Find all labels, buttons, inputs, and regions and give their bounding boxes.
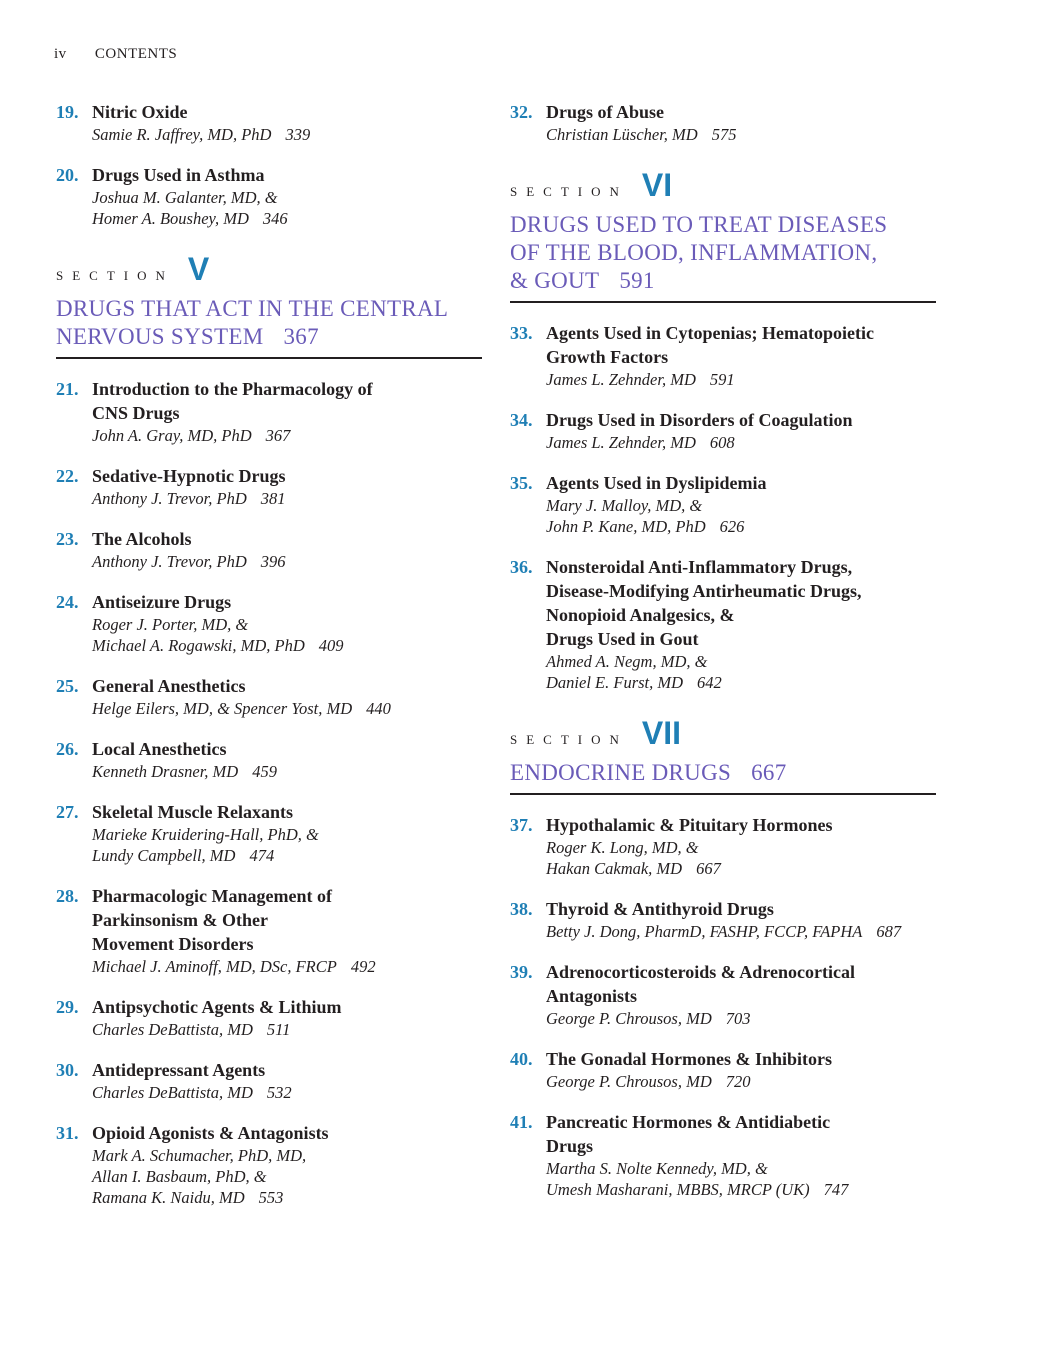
chapter-number: 41. — [510, 1112, 533, 1132]
chapter-number: 22. — [56, 466, 79, 486]
chapter-author: John P. Kane, MD, PhD — [546, 517, 706, 536]
chapter-page: 720 — [725, 1072, 751, 1091]
toc-entry — [510, 100, 936, 145]
chapter-author: Michael J. Aminoff, MD, DSc, FRCP — [92, 957, 337, 976]
chapter-page: 532 — [266, 1083, 292, 1102]
chapter-author-line — [546, 516, 936, 537]
section-title-last-line — [510, 759, 936, 787]
chapter-author: Marieke Kruidering-Hall, PhD, & — [92, 825, 319, 844]
chapter-number: 21. — [56, 379, 79, 399]
chapter-title: Movement Disorders — [92, 934, 254, 954]
chapter-page: 396 — [260, 552, 286, 571]
page-header — [54, 46, 177, 63]
chapter-number: 40. — [510, 1049, 533, 1069]
toc-entry — [56, 1058, 482, 1103]
section-title-line: OF THE BLOOD, INFLAMMATION, — [510, 240, 878, 265]
chapter-number: 30. — [56, 1060, 79, 1080]
section-word: SECTION — [510, 184, 628, 199]
chapter-title: Nonsteroidal Anti-Inflammatory Drugs, — [546, 557, 853, 577]
section-title-line: DRUGS THAT ACT IN THE CENTRAL — [56, 296, 449, 321]
chapter-title: CNS Drugs — [92, 403, 180, 423]
chapter-number: 38. — [510, 899, 533, 919]
chapter-author-line — [92, 845, 482, 866]
chapter-number: 39. — [510, 962, 533, 982]
chapter-title: Skeletal Muscle Relaxants — [92, 802, 293, 822]
toc-section — [510, 717, 936, 795]
chapter-author-line — [92, 1019, 482, 1040]
chapter-number: 23. — [56, 529, 79, 549]
section-title-line: DRUGS USED TO TREAT DISEASES — [510, 212, 888, 237]
section-title-last-line — [510, 267, 936, 295]
chapter-page: 409 — [318, 636, 344, 655]
chapter-number: 19. — [56, 102, 79, 122]
chapter-author-line — [92, 1082, 482, 1103]
chapter-number: 29. — [56, 997, 79, 1017]
toc-entry — [510, 1047, 936, 1092]
section-page: 591 — [619, 268, 655, 293]
chapter-title: Drugs Used in Asthma — [92, 165, 265, 185]
chapter-author-line — [92, 488, 482, 509]
chapter-author-line — [92, 124, 482, 145]
section-page: 367 — [283, 324, 319, 349]
chapter-title: Introduction to the Pharmacology of — [92, 379, 373, 399]
chapter-author: Roger J. Porter, MD, & — [92, 615, 249, 634]
toc-entry — [510, 960, 936, 1029]
section-title-line: ENDOCRINE DRUGS — [510, 760, 732, 785]
chapter-page: 492 — [350, 957, 376, 976]
chapter-title: Sedative-Hypnotic Drugs — [92, 466, 286, 486]
chapter-author-line — [546, 672, 936, 693]
chapter-author: Helge Eilers, MD, & Spencer Yost, MD — [92, 699, 353, 718]
toc-entry — [56, 464, 482, 509]
chapter-number: 37. — [510, 815, 533, 835]
chapter-title: Opioid Agonists & Antagonists — [92, 1123, 329, 1143]
toc-entry — [56, 100, 482, 145]
chapter-author-line — [92, 425, 482, 446]
toc-entry — [56, 163, 482, 229]
chapter-page: 667 — [696, 859, 721, 878]
chapter-page: 608 — [709, 433, 735, 452]
toc-group — [56, 100, 482, 229]
toc-group — [510, 813, 936, 1200]
header-title: CONTENTS — [94, 46, 178, 62]
chapter-number: 33. — [510, 323, 533, 343]
toc-entry — [56, 527, 482, 572]
section-label — [510, 717, 936, 749]
chapter-author: Ahmed A. Negm, MD, & — [546, 652, 708, 671]
chapter-author: Anthony J. Trevor, PhD — [92, 489, 247, 508]
chapter-author-line — [546, 124, 936, 145]
chapter-author: Michael A. Rogawski, MD, PhD — [92, 636, 305, 655]
chapter-page: 626 — [719, 517, 745, 536]
chapter-author: Mary J. Malloy, MD, & — [546, 496, 703, 515]
chapter-page: 440 — [366, 699, 391, 718]
chapter-author: Martha S. Nolte Kennedy, MD, & — [546, 1159, 768, 1178]
chapter-title: Nonopioid Analgesics, & — [546, 605, 735, 625]
chapter-title: Agents Used in Dyslipidemia — [546, 473, 767, 493]
chapter-title: Drugs — [546, 1136, 594, 1156]
chapter-number: 28. — [56, 886, 79, 906]
chapter-title: Growth Factors — [546, 347, 669, 367]
chapter-author-line — [92, 208, 482, 229]
toc-entry — [510, 555, 936, 693]
chapter-author: Christian Lüscher, MD — [546, 125, 698, 144]
chapter-author-line — [546, 432, 936, 453]
chapter-author-line — [92, 551, 482, 572]
toc-entry — [510, 897, 936, 942]
toc-entry — [56, 377, 482, 446]
chapter-author: Charles DeBattista, MD — [92, 1020, 253, 1039]
chapter-author-line — [546, 1179, 936, 1200]
chapter-page: 575 — [711, 125, 737, 144]
chapter-title: Antidepressant Agents — [92, 1060, 266, 1080]
chapter-number: 35. — [510, 473, 533, 493]
toc-entry — [56, 674, 482, 719]
chapter-author: George P. Chrousos, MD — [546, 1009, 712, 1028]
chapter-title: The Alcohols — [92, 529, 192, 549]
section-title-last-line — [56, 323, 482, 351]
chapter-page: 367 — [265, 426, 291, 445]
chapter-number: 20. — [56, 165, 79, 185]
chapter-page: 346 — [262, 209, 288, 228]
chapter-number: 25. — [56, 676, 79, 696]
section-roman-numeral: V — [187, 251, 210, 287]
page-label: iv — [54, 46, 67, 62]
chapter-page: 747 — [823, 1180, 849, 1199]
chapter-author-line — [546, 369, 936, 390]
chapter-author-line — [546, 858, 936, 879]
chapter-author: Umesh Masharani, MBBS, MRCP (UK) — [546, 1180, 810, 1199]
chapter-title: Drugs Used in Disorders of Coagulation — [546, 410, 853, 430]
chapter-title: Antiseizure Drugs — [92, 592, 232, 612]
section-title-line: NERVOUS SYSTEM — [56, 324, 264, 349]
chapter-number: 27. — [56, 802, 79, 822]
chapter-title: Antagonists — [546, 986, 638, 1006]
chapter-author-line — [92, 956, 482, 977]
chapter-page: 381 — [260, 489, 286, 508]
section-block — [510, 717, 936, 795]
toc-entry — [510, 321, 936, 390]
chapter-author: Mark A. Schumacher, PhD, MD, — [92, 1146, 307, 1165]
section-page: 667 — [751, 760, 787, 785]
chapter-author: Anthony J. Trevor, PhD — [92, 552, 247, 571]
chapter-author-line — [546, 1008, 936, 1029]
toc-entry — [510, 1110, 936, 1200]
chapter-title: Drugs of Abuse — [546, 102, 665, 122]
toc-group — [510, 321, 936, 693]
chapter-number: 36. — [510, 557, 533, 577]
section-title-line: & GOUT — [510, 268, 600, 293]
chapter-page: 591 — [709, 370, 735, 389]
section-title — [56, 295, 482, 359]
chapter-title: Pharmacologic Management of — [92, 886, 332, 906]
chapter-author: John A. Gray, MD, PhD — [92, 426, 252, 445]
chapter-page: 703 — [725, 1009, 751, 1028]
chapter-title: Drugs Used in Gout — [546, 629, 699, 649]
chapter-author: Joshua M. Galanter, MD, & — [92, 188, 278, 207]
chapter-author: Ramana K. Naidu, MD — [92, 1188, 245, 1207]
chapter-title: Antipsychotic Agents & Lithium — [92, 997, 342, 1017]
chapter-title: Thyroid & Antithyroid Drugs — [546, 899, 774, 919]
chapter-author: Samie R. Jaffrey, MD, PhD — [92, 125, 272, 144]
toc-group — [510, 100, 936, 145]
chapter-author-line — [92, 635, 482, 656]
chapter-number: 24. — [56, 592, 79, 612]
chapter-number: 26. — [56, 739, 79, 759]
chapter-number: 34. — [510, 410, 533, 430]
chapter-title: Disease-Modifying Antirheumatic Drugs, — [546, 581, 862, 601]
section-roman-numeral: VII — [641, 715, 682, 751]
section-label — [56, 253, 482, 285]
chapter-title: Pancreatic Hormones & Antidiabetic — [546, 1112, 831, 1132]
toc-entry — [56, 800, 482, 866]
toc-group — [56, 377, 482, 1208]
chapter-title: Hypothalamic & Pituitary Hormones — [546, 815, 833, 835]
chapter-title: The Gonadal Hormones & Inhibitors — [546, 1049, 833, 1069]
chapter-page: 553 — [258, 1188, 284, 1207]
section-word: SECTION — [510, 732, 628, 747]
chapter-page: 511 — [266, 1020, 291, 1039]
chapter-title: Adrenocorticosteroids & Adrenocortical — [546, 962, 855, 982]
section-word: SECTION — [56, 268, 174, 283]
chapter-author: James L. Zehnder, MD — [546, 370, 696, 389]
chapter-number: 32. — [510, 102, 533, 122]
chapter-title: General Anesthetics — [92, 676, 246, 696]
chapter-author: James L. Zehnder, MD — [546, 433, 696, 452]
toc-entry — [56, 884, 482, 977]
chapter-author: Hakan Cakmak, MD — [546, 859, 683, 878]
chapter-title: Parkinsonism & Other — [92, 910, 269, 930]
chapter-page: 474 — [249, 846, 275, 865]
chapter-author: Kenneth Drasner, MD — [92, 762, 239, 781]
chapter-author-line — [92, 698, 482, 719]
chapter-title: Agents Used in Cytopenias; Hematopoietic — [546, 323, 874, 343]
chapter-author: Lundy Campbell, MD — [92, 846, 236, 865]
section-block — [56, 253, 482, 359]
chapter-title: Nitric Oxide — [92, 102, 188, 122]
toc-section — [510, 169, 936, 303]
chapter-author: Charles DeBattista, MD — [92, 1083, 253, 1102]
left-column — [56, 100, 482, 1226]
toc-entry — [510, 471, 936, 537]
toc-entry — [56, 737, 482, 782]
chapter-page: 339 — [285, 125, 311, 144]
toc-entry — [56, 995, 482, 1040]
chapter-author-line — [546, 921, 936, 942]
chapter-page: 687 — [876, 922, 902, 941]
toc-entry — [56, 590, 482, 656]
section-title — [510, 759, 936, 795]
right-column — [510, 100, 936, 1218]
chapter-page: 642 — [697, 673, 722, 692]
chapter-number: 31. — [56, 1123, 79, 1143]
section-title — [510, 211, 936, 303]
chapter-author: Daniel E. Furst, MD — [546, 673, 684, 692]
toc-entry — [510, 813, 936, 879]
toc-entry — [510, 408, 936, 453]
toc-section — [56, 253, 482, 359]
section-label — [510, 169, 936, 201]
chapter-author-line — [92, 1187, 482, 1208]
section-block — [510, 169, 936, 303]
toc-entry — [56, 1121, 482, 1208]
chapter-title: Local Anesthetics — [92, 739, 227, 759]
chapter-author: Betty J. Dong, PharmD, FASHP, FCCP, FAPHA — [546, 922, 863, 941]
section-roman-numeral: VI — [641, 167, 673, 203]
chapter-author-line — [546, 1071, 936, 1092]
chapter-page: 459 — [252, 762, 277, 781]
chapter-author-line — [92, 761, 482, 782]
chapter-author: Homer A. Boushey, MD — [92, 209, 249, 228]
chapter-author: Roger K. Long, MD, & — [546, 838, 699, 857]
chapter-author: George P. Chrousos, MD — [546, 1072, 712, 1091]
chapter-author: Allan I. Basbaum, PhD, & — [92, 1167, 267, 1186]
